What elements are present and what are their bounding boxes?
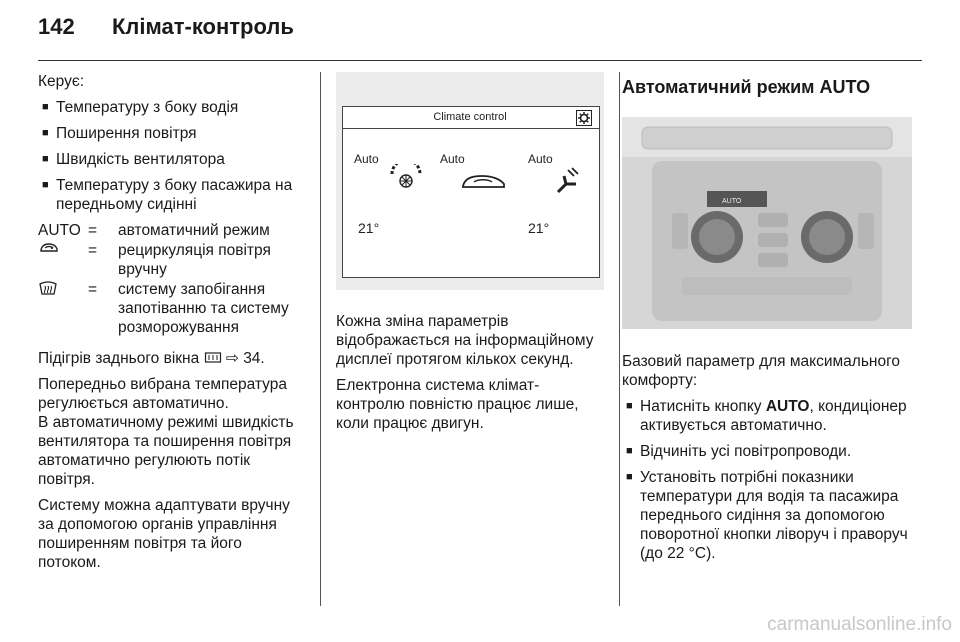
rear-window-heater-icon: [204, 351, 222, 365]
fan-speed-icon: [388, 164, 424, 192]
list-item: ■ Поширення повітря: [38, 124, 308, 143]
watermark: carmanualsonline.info: [767, 614, 952, 635]
equals-sign: =: [88, 242, 98, 259]
text: , кондиціонер активується автоматично.: [640, 398, 907, 434]
list-item: ■ Відчиніть усі повітропроводи.: [622, 442, 922, 461]
paragraph: Попередньо вибрана температура регулюється автоматично.: [38, 376, 287, 412]
list-item: ■ Температуру з боку водія: [38, 98, 308, 117]
page-number: 142: [38, 14, 75, 39]
auto-steps-list: [622, 397, 922, 563]
list-item: [622, 397, 922, 435]
driver-temperature: 21°: [358, 220, 380, 236]
recirculation-icon: [38, 241, 60, 255]
auto-label-distribution: Auto: [528, 152, 553, 166]
auto-term: AUTO: [38, 222, 81, 239]
definition-row: [38, 280, 308, 337]
list-item: ■ Швидкість вентилятора: [38, 150, 308, 169]
text: Натисніть кнопку: [640, 398, 766, 415]
paragraph: Кожна зміна параметрів відображається на інформаційному дисплеї протягом кількох секунд.: [336, 313, 594, 368]
column-middle: [336, 72, 604, 440]
seat-airflow-icon: [552, 166, 580, 196]
windshield-defrost-icon: [38, 280, 58, 296]
paragraph: Систему можна адаптувати вручну за допомогою органів управління поширенням повітря та його потоком.: [38, 497, 290, 571]
section-heading: Автоматичний режим AUTO: [622, 77, 871, 97]
rear-window-heating-note: [38, 349, 308, 368]
definition-row: [38, 241, 308, 279]
definition-row: [38, 221, 308, 240]
column-divider: [320, 72, 321, 606]
rear-heating-text: Підігрів заднього вікна: [38, 350, 200, 367]
climate-panel-photo: [622, 117, 912, 329]
settings-gear-icon: [576, 110, 592, 126]
car-recirculation-icon: [460, 172, 508, 192]
column-left: [38, 72, 308, 579]
paragraph: Базовий параметр для максимального комфорту:: [622, 353, 901, 389]
list-item: ■ Установіть потрібні показники температури для водія та пасажира переднього сидіння за допомогою поворотної кнопки ліворуч і праворуч (до 22 °C).: [622, 468, 922, 563]
definition-desc: автоматичний режим: [118, 222, 270, 239]
list-item: ■ Температуру з боку пасажира на передньому сидінні: [38, 176, 308, 214]
header-divider: [38, 60, 922, 61]
page-header: [38, 14, 294, 44]
display-title-divider: [342, 128, 600, 129]
display-title: Climate control: [433, 111, 507, 123]
equals-sign: =: [88, 222, 98, 239]
controls-list: [38, 98, 308, 214]
auto-label-fan: Auto: [440, 152, 465, 166]
auto-button-label: AUTO: [722, 198, 742, 205]
auto-label-temperature: Auto: [354, 152, 379, 166]
column-divider: [619, 72, 620, 606]
definition-desc: систему запобігання запотіванню та систему розморожування: [118, 281, 289, 336]
definition-table: [38, 221, 308, 337]
climate-display-illustration: [336, 72, 604, 290]
column-right: [622, 72, 922, 570]
arrow-reference-icon: ⇨: [225, 350, 239, 367]
page-title: Клімат-контроль: [112, 14, 294, 39]
passenger-temperature: 21°: [528, 220, 550, 236]
auto-keyword: AUTO: [765, 398, 810, 415]
paragraph: Електронна система клімат-контролю повністю працює лише, коли працює двигун.: [336, 377, 579, 432]
definition-desc: рециркуляція повітря вручну: [118, 242, 271, 278]
controls-intro: Керує:: [38, 73, 85, 90]
paragraph: В автоматичному режимі швидкість вентилятора та поширення повітря автоматично регулюють потік повітря.: [38, 414, 294, 488]
page-reference-link[interactable]: 34.: [243, 350, 265, 367]
equals-sign: =: [88, 281, 98, 298]
